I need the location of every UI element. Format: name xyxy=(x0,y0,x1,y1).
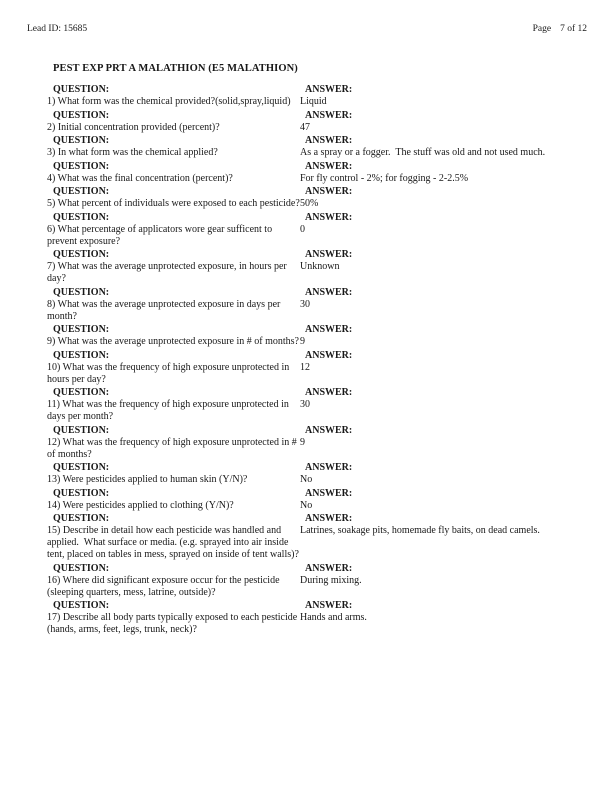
answer-label: ANSWER: xyxy=(305,600,353,611)
answer-text: For fly control - 2%; for fogging - 2-2.5% xyxy=(300,172,469,184)
answer-text: Latrines, soakage pits, homemade fly baits, on dead camels. xyxy=(300,525,540,536)
answer-text: 30 xyxy=(300,399,310,410)
question-text: 2) Initial concentration provided (percent)? xyxy=(47,121,220,133)
qa-row xyxy=(47,110,568,134)
question-block xyxy=(47,324,300,348)
qa-row xyxy=(47,425,568,461)
question-label: QUESTION: xyxy=(53,387,110,398)
answer-block xyxy=(300,513,568,561)
question-text: 17) Describe all body parts typically exposed to each pesticide (hands, arms, feet, legs, trunk, neck)? xyxy=(47,612,300,635)
document-title: PEST EXP PRT A MALATHION (E5 MALATHION) xyxy=(53,63,298,74)
qa-row xyxy=(47,84,568,108)
question-label: QUESTION: xyxy=(53,186,110,197)
qa-row xyxy=(47,350,568,386)
question-label: QUESTION: xyxy=(53,286,110,298)
question-block xyxy=(47,488,300,512)
question-block xyxy=(47,249,300,285)
qa-row xyxy=(47,135,568,159)
page-indicator xyxy=(533,24,587,35)
qa-row xyxy=(47,186,568,210)
answer-block xyxy=(300,161,568,185)
qa-row xyxy=(47,324,568,348)
question-text: 10) What was the frequency of high exposure unprotected in hours per day? xyxy=(47,361,292,385)
answer-block xyxy=(300,425,568,461)
answer-block xyxy=(300,84,568,108)
question-block xyxy=(47,212,300,248)
question-label: QUESTION: xyxy=(53,249,110,260)
answer-block xyxy=(300,135,568,159)
question-label: QUESTION: xyxy=(53,160,110,172)
answer-text: 0 xyxy=(300,223,305,235)
question-block xyxy=(47,563,300,599)
answer-block xyxy=(300,186,568,210)
qa-row xyxy=(47,212,568,248)
answer-block xyxy=(300,324,568,348)
page-value: 7 of 12 xyxy=(560,24,587,34)
question-block xyxy=(47,513,300,561)
answer-text: As a spray or a fogger. The stuff was old and not used much. xyxy=(300,147,546,158)
answer-text: No xyxy=(300,474,313,485)
qa-row xyxy=(47,563,568,599)
question-text: 8) What was the average unprotected exposure in days per month? xyxy=(47,298,283,322)
question-text: 13) Were pesticides applied to human skin (Y/N)? xyxy=(47,474,248,485)
answer-label: ANSWER: xyxy=(305,286,353,298)
page-label: Page xyxy=(532,24,552,34)
question-label: QUESTION: xyxy=(53,324,110,335)
qa-row xyxy=(47,513,568,561)
question-block xyxy=(47,600,300,636)
answer-block xyxy=(300,110,568,134)
question-label: QUESTION: xyxy=(53,84,110,95)
question-label: QUESTION: xyxy=(53,109,110,121)
answer-label: ANSWER: xyxy=(305,562,353,574)
question-label: QUESTION: xyxy=(53,424,110,436)
question-label: QUESTION: xyxy=(53,349,110,361)
question-text: 9) What was the average unprotected exposure in # of months? xyxy=(47,336,299,347)
qa-row xyxy=(47,387,568,423)
answer-label: ANSWER: xyxy=(305,324,353,335)
question-block xyxy=(47,425,300,461)
answer-label: ANSWER: xyxy=(305,186,353,197)
question-text: 16) Where did significant exposure occur for the pesticide (sleeping quarters, mess, latrine, outside)? xyxy=(47,574,283,598)
lead-id-text: Lead ID: 15685 xyxy=(27,24,88,34)
qa-row xyxy=(47,600,568,636)
answer-block xyxy=(300,287,568,323)
question-text: 11) What was the frequency of high exposure unprotected in days per month? xyxy=(47,399,292,422)
answer-label: ANSWER: xyxy=(305,160,353,172)
answer-block xyxy=(300,462,568,486)
answer-block xyxy=(300,600,568,636)
answer-text: During mixing. xyxy=(300,574,362,586)
page-header xyxy=(27,24,587,35)
question-text: 12) What was the frequency of high exposure unprotected in # of months? xyxy=(47,436,300,460)
qa-row xyxy=(47,287,568,323)
answer-block xyxy=(300,212,568,248)
question-text: 7) What was the average unprotected exposure, in hours per day? xyxy=(47,261,290,284)
answer-text: 50% xyxy=(300,198,319,209)
question-block xyxy=(47,287,300,323)
answer-label: ANSWER: xyxy=(305,462,353,473)
answer-label: ANSWER: xyxy=(305,135,353,146)
answer-block xyxy=(300,563,568,599)
question-block xyxy=(47,350,300,386)
answer-label: ANSWER: xyxy=(305,109,353,121)
answer-label: ANSWER: xyxy=(305,487,353,499)
answer-text: 30 xyxy=(300,298,310,310)
answer-label: ANSWER: xyxy=(305,349,353,361)
answer-label: ANSWER: xyxy=(305,84,353,95)
answer-label: ANSWER: xyxy=(305,513,353,524)
question-text: 3) In what form was the chemical applied? xyxy=(47,147,218,158)
question-block xyxy=(47,387,300,423)
question-text: 4) What was the final concentration (percent)? xyxy=(47,172,233,184)
question-block xyxy=(47,462,300,486)
answer-text: Unknown xyxy=(300,261,340,272)
qa-list xyxy=(47,84,568,638)
question-label: QUESTION: xyxy=(53,211,110,223)
question-block xyxy=(47,186,300,210)
qa-row xyxy=(47,488,568,512)
question-block xyxy=(47,110,300,134)
question-text: 5) What percent of individuals were exposed to each pesticide? xyxy=(47,198,300,209)
answer-label: ANSWER: xyxy=(305,424,353,436)
qa-row xyxy=(47,161,568,185)
answer-block xyxy=(300,387,568,423)
answer-block xyxy=(300,488,568,512)
question-label: QUESTION: xyxy=(53,600,110,611)
answer-text: Liquid xyxy=(300,96,327,107)
question-block xyxy=(47,135,300,159)
question-text: 6) What percentage of applicators wore gear sufficent to prevent exposure? xyxy=(47,223,275,247)
answer-text: 9 xyxy=(300,436,305,448)
question-block xyxy=(47,161,300,185)
question-label: QUESTION: xyxy=(53,562,110,574)
question-text: 14) Were pesticides applied to clothing (Y/N)? xyxy=(47,499,234,511)
question-label: QUESTION: xyxy=(53,487,110,499)
qa-row xyxy=(47,249,568,285)
answer-text: 12 xyxy=(300,361,310,373)
question-text: 1) What form was the chemical provided?(solid,spray,liquid) xyxy=(47,96,291,107)
question-label: QUESTION: xyxy=(53,135,110,146)
question-text: 15) Describe in detail how each pesticide was handled and applied. What surface or media. (e.g. sprayed into air inside tent, placed on tables in mess, sprayed on inside of tent walls)? xyxy=(47,525,299,560)
question-block xyxy=(47,84,300,108)
answer-text: No xyxy=(300,499,313,511)
answer-label: ANSWER: xyxy=(305,249,353,260)
qa-row xyxy=(47,462,568,486)
answer-block xyxy=(300,249,568,285)
answer-label: ANSWER: xyxy=(305,211,353,223)
answer-text: 9 xyxy=(300,336,305,347)
answer-label: ANSWER: xyxy=(305,387,353,398)
answer-text: Hands and arms. xyxy=(300,612,367,623)
question-label: QUESTION: xyxy=(53,462,110,473)
answer-text: 47 xyxy=(300,121,310,133)
answer-block xyxy=(300,350,568,386)
question-label: QUESTION: xyxy=(53,513,110,524)
